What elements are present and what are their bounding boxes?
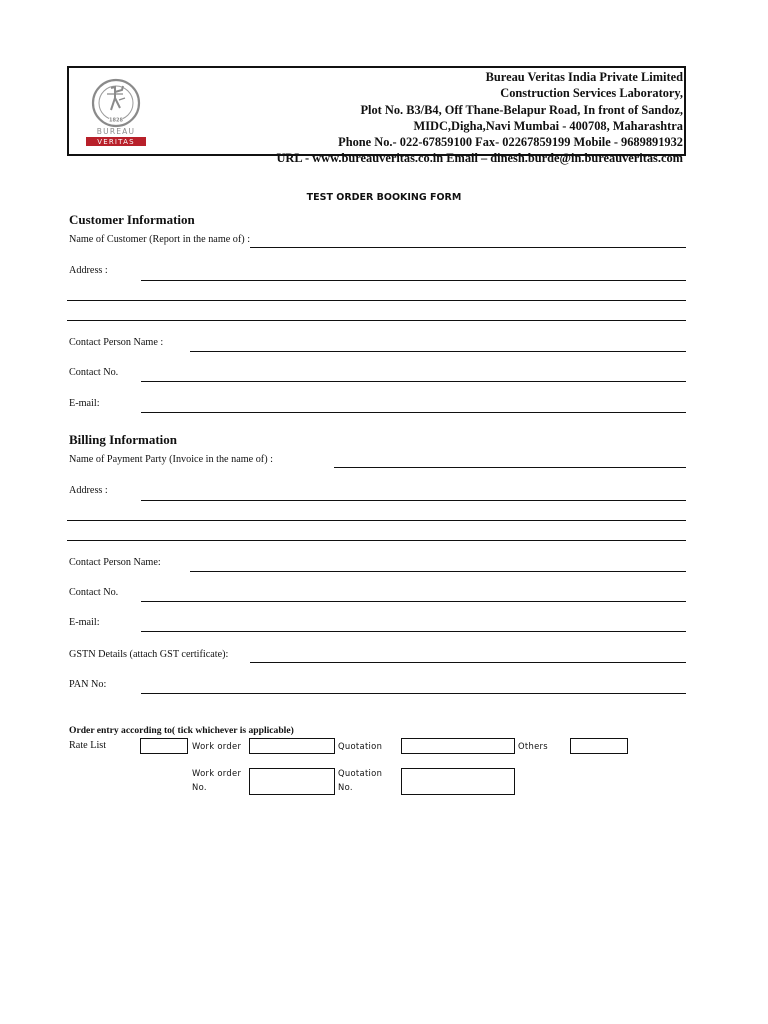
billing-payment-party-label: Name of Payment Party (Invoice in the name of) : [69, 454, 273, 465]
customer-contact-person-field[interactable] [190, 351, 686, 352]
customer-email-field[interactable] [141, 412, 686, 413]
quotation-label: Quotation [338, 741, 383, 751]
order-entry-heading: Order entry according to( tick whichever is applicable) [69, 725, 294, 736]
quotation-no-label-line-1: Quotation [338, 768, 383, 778]
rate-list-checkbox[interactable] [140, 738, 188, 754]
form-title: TEST ORDER BOOKING FORM [306, 192, 462, 203]
billing-address-field-1[interactable] [141, 500, 686, 501]
billing-contact-no-field[interactable] [141, 601, 686, 602]
gstn-label: GSTN Details (attach GST certificate): [69, 649, 229, 660]
billing-contact-person-field[interactable] [190, 571, 686, 572]
company-phone: Phone No.- 022-67859100 Fax- 02267859199 Mobile - 9689891932 [338, 135, 683, 150]
customer-name-field[interactable] [250, 247, 686, 248]
billing-address-field-3[interactable] [67, 540, 686, 541]
others-label: Others [518, 741, 548, 751]
letterhead [67, 66, 686, 166]
company-address-1: Plot No. B3/B4, Off Thane-Belapur Road, In front of Sandoz, [360, 102, 683, 117]
billing-contact-person-label: Contact Person Name: [69, 557, 161, 568]
company-name: Bureau Veritas India Private Limited [485, 70, 683, 84]
billing-address-label: Address : [69, 485, 108, 496]
work-order-no-label-line-1: Work order [192, 768, 242, 778]
quotation-checkbox[interactable] [401, 738, 515, 754]
billing-contact-no-label: Contact No. [69, 587, 119, 598]
work-order-checkbox[interactable] [249, 738, 335, 754]
customer-contact-person-label: Contact Person Name : [69, 337, 164, 348]
company-address-2: MIDC,Digha,Navi Mumbai - 400708, Maharashtra [413, 118, 683, 133]
bureau-veritas-logo [81, 78, 151, 148]
customer-contact-no-label: Contact No. [69, 367, 119, 378]
work-order-no-label-line-2: No. [192, 782, 207, 792]
logo-year: 1828 [109, 117, 123, 124]
company-details [276, 69, 683, 167]
quotation-no-label-line-2: No. [338, 782, 353, 792]
customer-address-field-3[interactable] [67, 320, 686, 321]
customer-address-field-1[interactable] [141, 280, 686, 281]
billing-email-label: E-mail: [69, 617, 100, 628]
customer-email-label: E-mail: [69, 398, 100, 409]
others-checkbox[interactable] [570, 738, 628, 754]
customer-contact-no-field[interactable] [141, 381, 686, 382]
company-url-email: URL - www.bureauveritas.co.in Email – dinesh.burde@in.bureauveritas.com [276, 151, 683, 166]
logo-line-1: BUREAU [96, 127, 136, 136]
customer-name-label: Name of Customer (Report in the name of) : [69, 234, 251, 245]
customer-address-label: Address : [69, 265, 108, 276]
billing-email-field[interactable] [141, 631, 686, 632]
work-order-no-input[interactable] [249, 768, 335, 795]
logo-line-2: VERITAS [97, 138, 135, 147]
company-lab: Construction Services Laboratory, [500, 86, 683, 101]
billing-payment-party-field[interactable] [334, 467, 686, 468]
quotation-no-input[interactable] [401, 768, 515, 795]
work-order-label: Work order [192, 741, 242, 751]
customer-address-field-2[interactable] [67, 300, 686, 301]
billing-section-title: Billing Information [69, 432, 177, 447]
gstn-field[interactable] [250, 662, 686, 663]
billing-address-field-2[interactable] [67, 520, 686, 521]
pan-label: PAN No: [69, 679, 107, 690]
pan-field[interactable] [141, 693, 686, 694]
rate-list-label: Rate List [69, 740, 107, 751]
customer-section-title: Customer Information [69, 212, 195, 227]
